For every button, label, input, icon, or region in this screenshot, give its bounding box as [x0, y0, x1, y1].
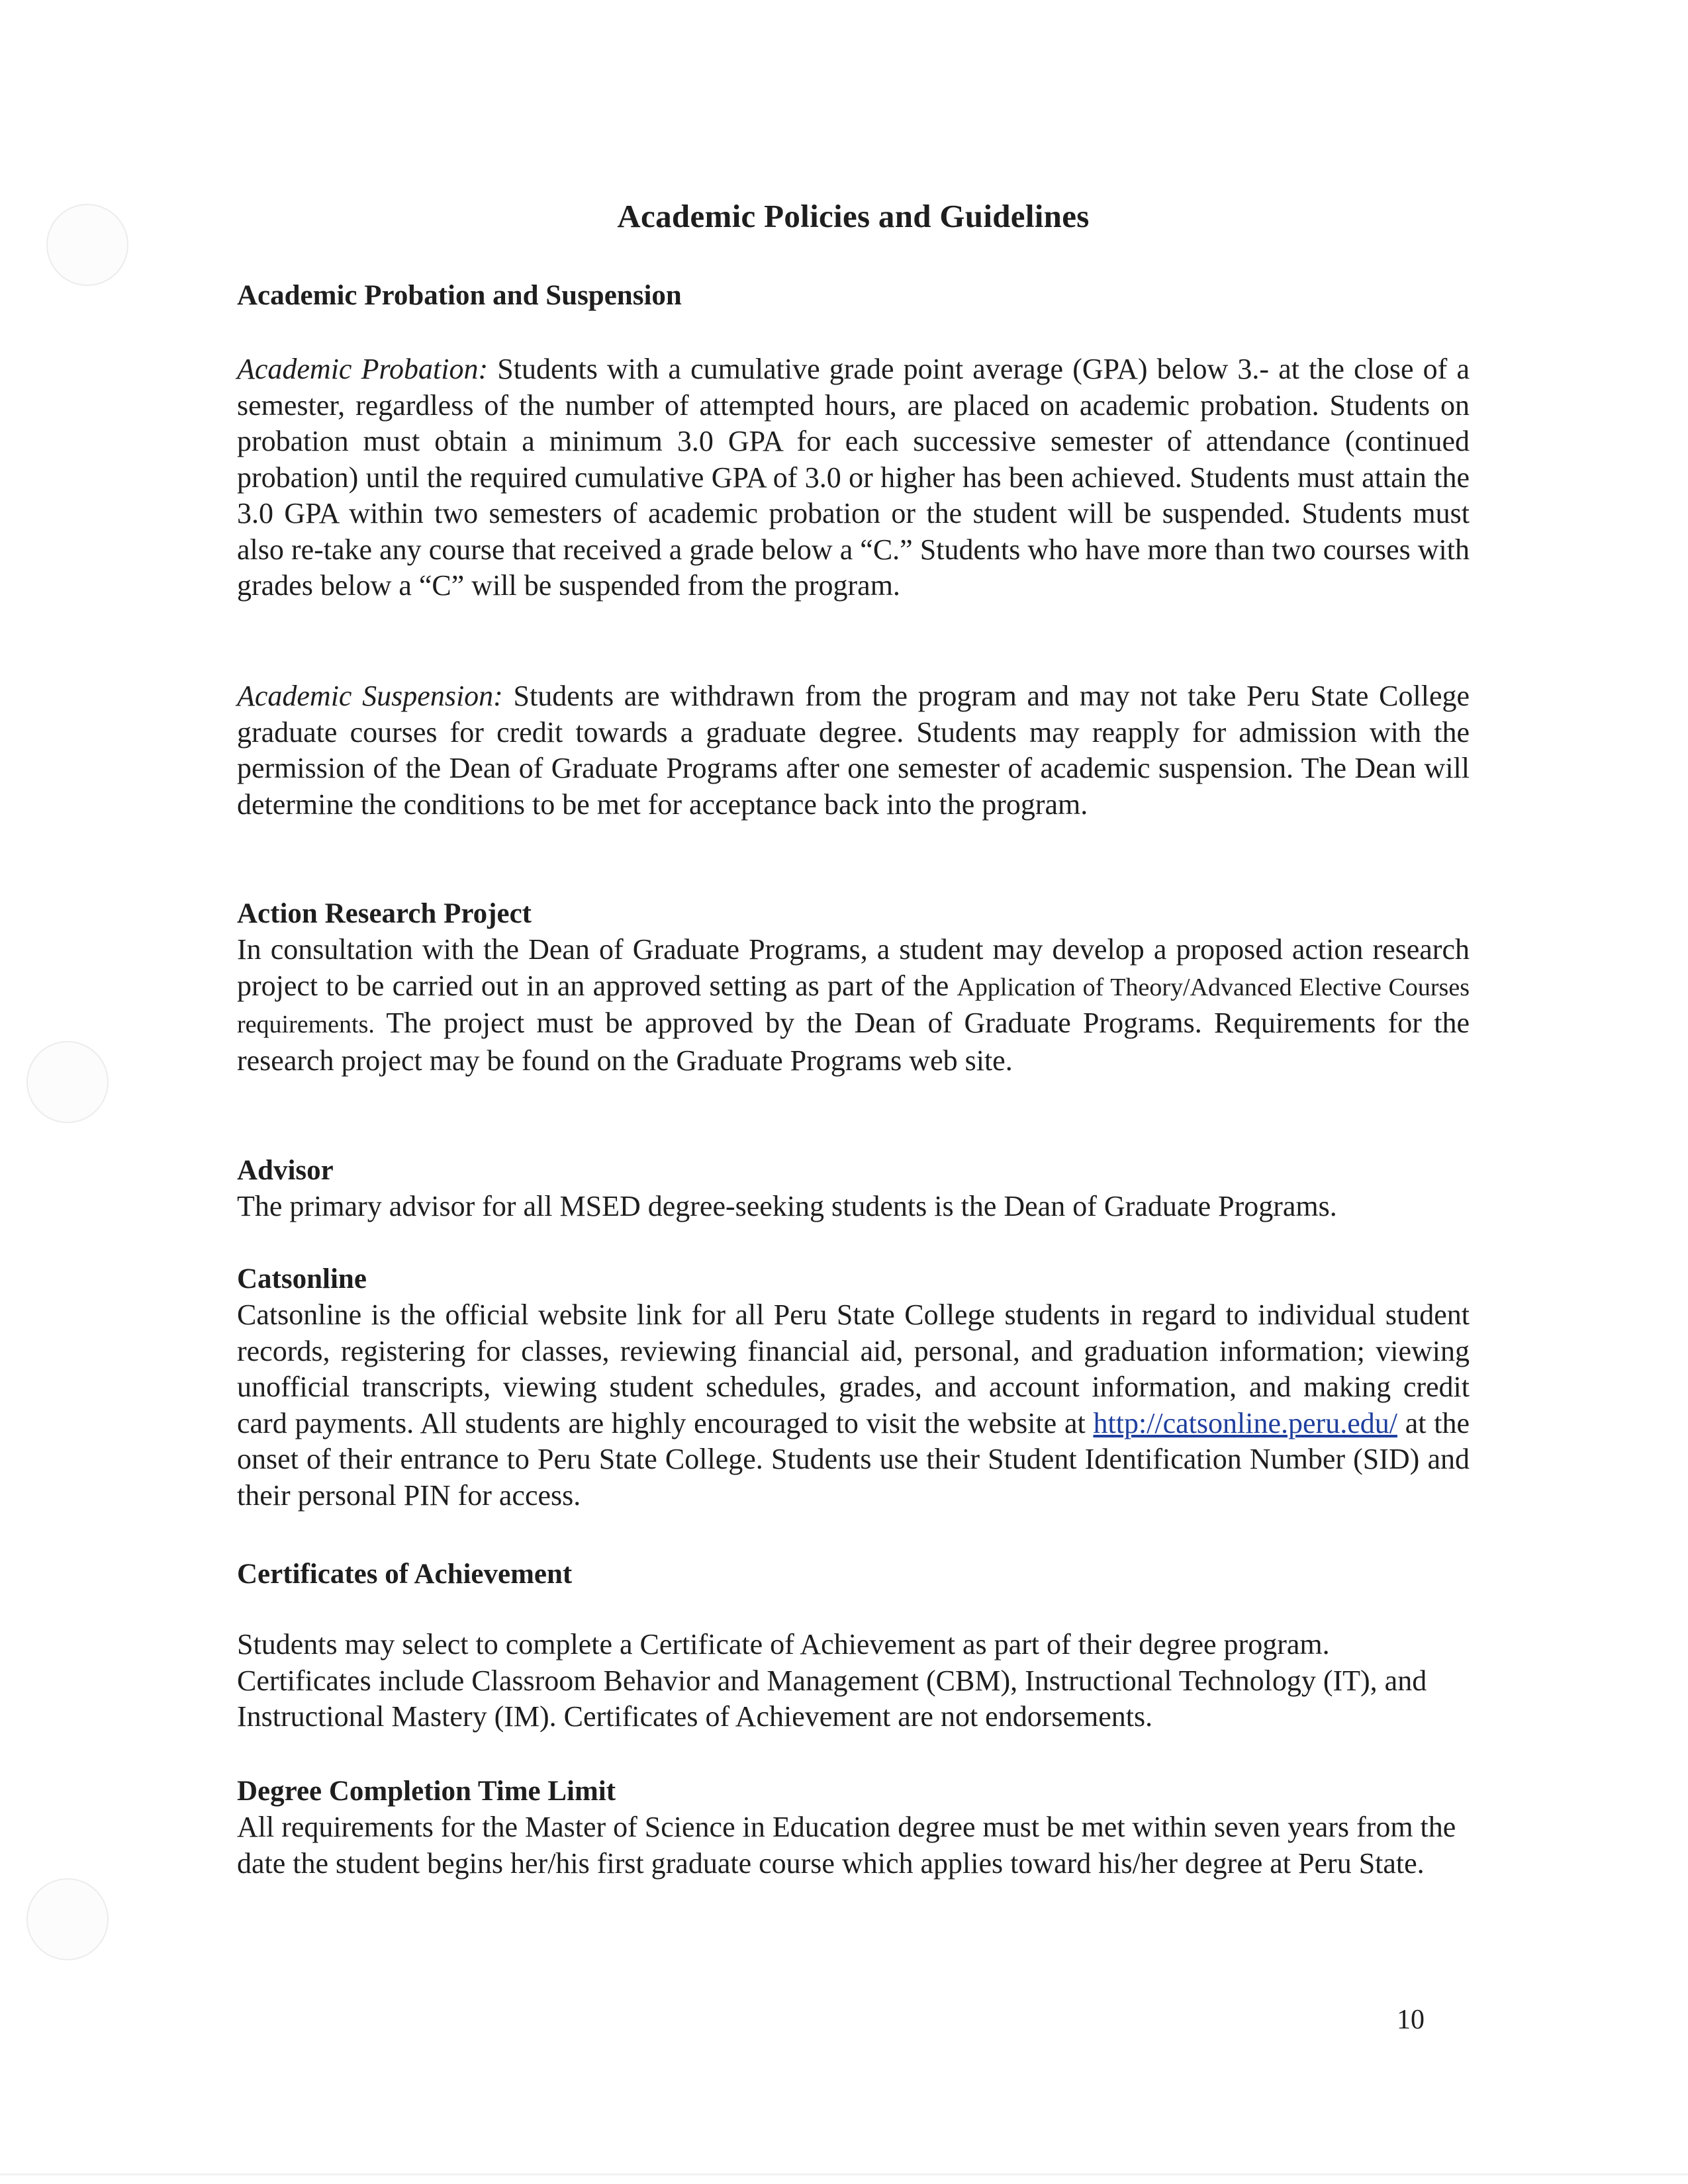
binder-hole-top [46, 204, 128, 286]
page-title: Academic Policies and Guidelines [617, 198, 1090, 234]
text-academic-probation: Students with a cumulative grade point average (GPA) below 3.- at the close of a semester, regardless of the number of attempted hours, are placed on academic probation. Students on probation must obtain a minimum 3.0 GPA for each successive semester of attendance (continued probation) until the required cumulative GPA of 3.0 or higher has been achieved. Students must attain the 3.0 GPA within two semesters of academic probation or the student will be suspended. Students must also re-take any course that received a grade below a “C.” Students who have more than two courses with grades below a “C” will be suspended from the program. [237, 353, 1470, 602]
lead-academic-suspension: Academic Suspension: [237, 680, 503, 712]
heading-time-limit: Degree Completion Time Limit [237, 1776, 616, 1807]
paragraph-academic-suspension [237, 678, 1470, 823]
heading-catsonline: Catsonline [237, 1263, 367, 1295]
page-number: 10 [1397, 2005, 1425, 2035]
binder-hole-middle [26, 1041, 109, 1123]
heading-action-research: Action Research Project [237, 898, 532, 929]
catsonline-link[interactable]: http://catsonline.peru.edu/ [1093, 1406, 1397, 1439]
paragraph-time-limit: All requirements for the Master of Science in Education degree must be met within seven years from the date the student begins her/his first graduate course which applies toward his/her degree at Peru State. [237, 1811, 1456, 1880]
text-action-research-start: In consultation with the Dean of Graduate Programs, a student may develop a proposed action research project to be carried out in an approved setting as part of the [237, 933, 1470, 1002]
paragraph-action-research [237, 932, 1470, 1079]
text-action-research-end: The project must be approved by the Dean of Graduate Programs. Requirements for the research project may be found on the Graduate Programs web site. [237, 1007, 1470, 1077]
scan-edge-line [0, 2173, 1688, 2175]
paragraph-catsonline [237, 1297, 1470, 1514]
heading-probation-suspension: Academic Probation and Suspension [237, 280, 682, 311]
paragraph-certificates: Students may select to complete a Certificate of Achievement as part of their degree program. Certificates include Classroom Behavior and Management (CBM), Instructional Technology (IT), and Instructional Mastery (IM). Certificates of Achievement are not endorsements. [237, 1628, 1427, 1733]
heading-certificates: Certificates of Achievement [237, 1559, 573, 1590]
text-action-research-courses: Application of Theory/Advanced Elective Courses requirements. [237, 973, 1470, 1038]
heading-advisor: Advisor [237, 1155, 334, 1186]
lead-academic-probation: Academic Probation: [237, 353, 489, 385]
binder-hole-bottom [26, 1878, 109, 1960]
text-catsonline-end: at the onset of their entrance to Peru State College. Students use their Student Identification Number (SID) and their personal PIN for access. [237, 1406, 1470, 1512]
text-academic-suspension: Students are withdrawn from the program and may not take Peru State College graduate courses for credit towards a graduate degree. Students may reapply for admission with the permission of the Dean of Graduate Programs after one semester of academic suspension. The Dean will determine the conditions to be met for acceptance back into the program. [237, 680, 1470, 821]
paragraph-advisor: The primary advisor for all MSED degree-seeking students is the Dean of Graduate Programs. [237, 1190, 1337, 1222]
text-catsonline-start: Catsonline is the official website link for all Peru State College students in regard to individual student records, registering for classes, reviewing financial aid, personal, and graduation information; viewing unofficial transcripts, viewing student schedules, grades, and account information, and making credit card payments. All students are highly encouraged to visit the website at [237, 1298, 1470, 1439]
paragraph-academic-probation [237, 351, 1470, 604]
